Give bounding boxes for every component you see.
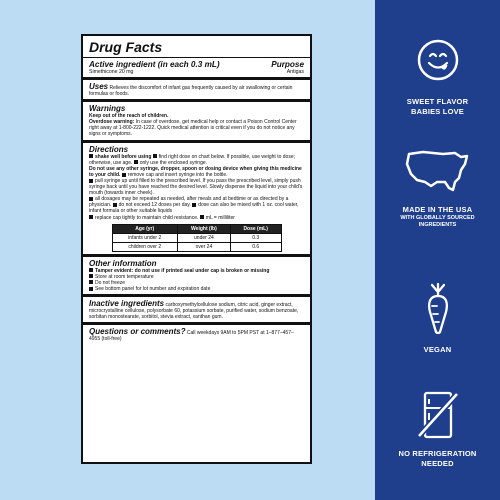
inactive-section bbox=[89, 299, 304, 320]
active-ingredient-row bbox=[89, 69, 304, 75]
directions-text bbox=[89, 154, 304, 221]
table-row bbox=[112, 233, 281, 242]
other-info-item: Store at room temperature bbox=[95, 273, 154, 280]
features-sidebar bbox=[375, 0, 500, 500]
usa-map-icon bbox=[403, 148, 473, 194]
inactive-title: Inactive ingredients bbox=[89, 298, 165, 308]
active-ingredient: Simethicone 20 mg bbox=[89, 69, 134, 75]
overdose-label: Overdose warning: bbox=[89, 119, 135, 126]
dosage-table bbox=[112, 224, 282, 252]
direction-shake: shake well before using bbox=[95, 153, 152, 160]
active-ingredient-header: Active ingredient (in each 0.3 mL) bbox=[89, 60, 220, 69]
feature-label: BABIES LOVE bbox=[410, 107, 465, 116]
feature-sweet-flavor bbox=[375, 38, 500, 117]
crossed-fridge-icon bbox=[415, 390, 461, 440]
direction-remove-cap: remove cap and insert syringe into the bottle. bbox=[127, 171, 228, 178]
direction-max-doses: do not exceed 12 doses per day. bbox=[118, 202, 191, 209]
bullet-square-icon bbox=[153, 154, 157, 158]
bullet-square-icon bbox=[89, 287, 93, 291]
feature-label: NEEDED bbox=[421, 459, 454, 468]
bullet-square-icon bbox=[89, 215, 93, 219]
active-purpose: Antigas bbox=[286, 69, 304, 75]
bullet-square-icon bbox=[89, 197, 93, 201]
direction-ml-note: mL = milliliter bbox=[205, 214, 235, 221]
feature-sublabel: WITH GLOBALLY SOURCED INGREDIENTS bbox=[400, 215, 475, 228]
header-age: Age (yr) bbox=[112, 224, 177, 233]
bullet-square-icon bbox=[89, 274, 93, 278]
header-weight: Weight (lb) bbox=[177, 224, 230, 233]
dosage-table-header bbox=[112, 224, 281, 233]
other-info-item: See bottom panel for lot number and expiration date bbox=[95, 285, 211, 292]
divider bbox=[83, 140, 310, 143]
warnings-title: Warnings bbox=[89, 104, 126, 114]
bullet-square-icon bbox=[122, 173, 126, 177]
bullet-square-icon bbox=[200, 215, 204, 219]
bullet-square-icon bbox=[89, 154, 93, 158]
inactive-text: carboxymethylcellulose sodium, citric acid, ginger extract, microcrystalline cellulose, polysorbate 60, potassium sorbate, purified water, sodium benzoate, sorbitan monostearate, sorbitol, stevia extract, xanthan gum. bbox=[89, 301, 299, 321]
feature-label: SWEET FLAVOR bbox=[406, 97, 469, 106]
warning-keep-out: Keep out of the reach of children. bbox=[89, 113, 169, 120]
purpose-header: Purpose bbox=[271, 60, 304, 69]
divider bbox=[83, 322, 310, 325]
bullet-square-icon bbox=[192, 203, 196, 207]
drug-facts-panel bbox=[81, 34, 312, 464]
questions-title: Questions or comments? bbox=[89, 327, 186, 337]
bullet-square-icon bbox=[89, 268, 93, 272]
bullet-square-icon bbox=[89, 179, 93, 183]
table-cell: children over 2 bbox=[112, 242, 177, 251]
uses-title: Uses bbox=[89, 82, 109, 91]
carrot-icon bbox=[423, 282, 453, 334]
direction-repeat: all dosages may be repeated as needed, after meals and at bedtime or as directed by a physician. bbox=[89, 196, 289, 209]
other-info-item: Tamper evident: do not use if printed seal under cap is broken or missing bbox=[95, 267, 270, 274]
feature-made-in-usa bbox=[375, 148, 500, 229]
direction-replace-cap: replace cap tightly to maintain child resistance. bbox=[95, 214, 199, 221]
table-cell: over 24 bbox=[177, 242, 230, 251]
table-cell: 0.3 bbox=[230, 233, 281, 242]
drug-facts-title: Drug Facts bbox=[89, 39, 163, 55]
bullet-square-icon bbox=[113, 203, 117, 207]
direction-find-dose: find right dose on chart below. If possible, use weight to dose; otherwise, use age. bbox=[89, 153, 295, 166]
divider bbox=[83, 254, 310, 257]
divider bbox=[83, 294, 310, 297]
other-info-item: Do not freeze bbox=[95, 279, 126, 286]
overdose-warning bbox=[89, 119, 304, 137]
direction-pull-syringe: pull syringe up until filled to the prescribed level. If you pass the prescribed level, simply push syringe back until you have reached the desired level. Slowly dispense the liquid into your child's mouth (towards inner cheek). bbox=[89, 177, 303, 197]
feature-label: NO REFRIGERATION bbox=[398, 449, 477, 458]
feature-label: VEGAN bbox=[423, 345, 452, 354]
feature-no-refrigeration bbox=[375, 390, 500, 469]
feature-label: MADE IN THE USA bbox=[402, 205, 473, 214]
table-row bbox=[112, 242, 281, 251]
table-cell: infants under 2 bbox=[112, 233, 177, 242]
bullet-square-icon bbox=[134, 160, 138, 164]
other-info-title: Other information bbox=[89, 258, 157, 268]
table-cell: 0.6 bbox=[230, 242, 281, 251]
list-item bbox=[89, 286, 304, 292]
divider bbox=[83, 77, 310, 80]
direction-syringe: only use the enclosed syringe. bbox=[139, 159, 208, 166]
uses-section bbox=[89, 82, 304, 97]
active-ingredient-header-row bbox=[89, 60, 304, 69]
directions-title: Directions bbox=[89, 144, 129, 154]
bullet-square-icon bbox=[89, 280, 93, 284]
smiley-face-icon bbox=[416, 38, 460, 82]
divider bbox=[83, 57, 310, 58]
questions-text: Call weekdays 9AM to 5PM PST at 1–877–457–4955 (toll-free) bbox=[89, 330, 294, 343]
uses-text: Relieves the discomfort of infant gas frequently caused by air swallowing or certain formulas or foods. bbox=[89, 85, 293, 98]
table-cell: under 24 bbox=[177, 233, 230, 242]
questions-section bbox=[89, 327, 304, 342]
divider bbox=[83, 99, 310, 102]
direction-mix: dose can also be mixed with 1 oz. cool water, infant formula or other suitable liquids bbox=[89, 202, 299, 215]
overdose-text: In case of overdose, get medical help or contact a Poison Control Center right away at 1-800-222-1222. Quick medical attention is critical even if you do not notice any signs or symptoms. bbox=[89, 119, 297, 138]
header-dose: Dose (mL) bbox=[230, 224, 281, 233]
direction-do-not-use: Do not use any other syringe, dropper, spoon or dosing device when giving this medicine to your child. bbox=[89, 165, 302, 178]
feature-vegan bbox=[375, 282, 500, 355]
